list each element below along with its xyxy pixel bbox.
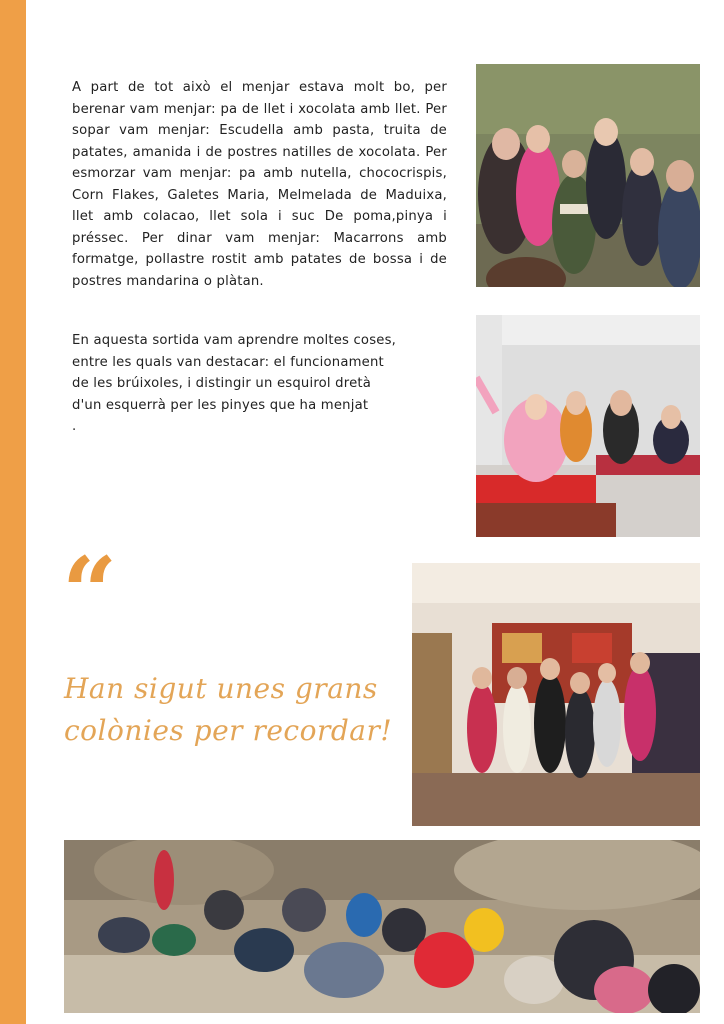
- photo-group-room: [412, 563, 700, 826]
- orange-side-bar: [0, 0, 26, 1024]
- pull-quote-line-1: Han sigut unes grans: [64, 672, 378, 705]
- photo-kids-outdoors: [476, 64, 700, 287]
- learning-line-2: entre les quals van destacar: el funcionament: [72, 354, 384, 370]
- learning-paragraph: [72, 330, 447, 438]
- quotation-mark-icon: “: [62, 536, 112, 649]
- photo-kids-bedroom: [476, 315, 700, 537]
- learning-line-3: de les brúixoles, i distingir un esquirol dretà: [72, 376, 372, 391]
- food-paragraph: A part de tot això el menjar estava molt bo, per berenar vam menjar: pa de llet i xocolata amb llet. Per sopar vam menjar: Escudella amb pasta, truita de patates, amanida i de postres natilles de xocolata. Per esmorzar vam menjar: pa amb nutella, chococrispis, Corn Flakes, Galetes Maria, Melmelada de Maduixa, llet amb colacao, llet sola i suc De poma,pinya i préssec. Per dinar vam menjar: Macarrons amb formatge, pollastre rostit amb patates de bossa i de postres mandarina o plàtan.: [72, 80, 447, 289]
- learning-line-5: .: [72, 419, 77, 434]
- learning-line-4: d'un esquerrà per les pinyes que ha menjat: [72, 397, 369, 413]
- photo-group-outdoors-sitting: [64, 840, 700, 1013]
- learning-line-1: En aquesta sortida vam aprendre moltes coses,: [72, 333, 397, 348]
- pull-quote-line-2: colònies per recordar!: [64, 714, 393, 747]
- pull-quote: [64, 668, 404, 752]
